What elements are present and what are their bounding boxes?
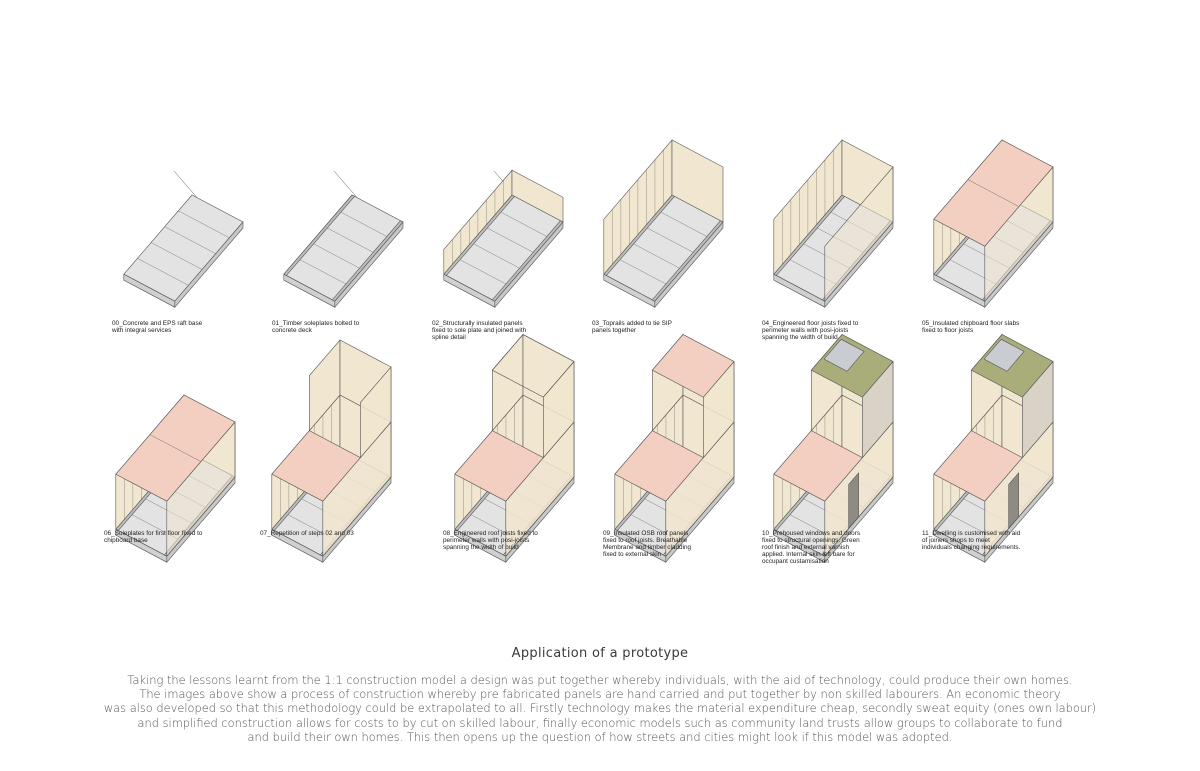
step-08-caption: 08_Engineered roof joists fixed to perimeter walls with posi-joists spanning the width of build [443, 530, 538, 551]
step-07-drawing [260, 380, 430, 530]
step-04-drawing [762, 170, 932, 320]
step-08 [443, 380, 613, 551]
step-00-drawing [112, 170, 282, 320]
step-11-drawing [922, 380, 1092, 530]
step-01-drawing [272, 170, 442, 320]
step-06-drawing [104, 380, 274, 530]
step-02 [432, 170, 602, 341]
paragraph-line: The images above show a process of construction whereby pre fabricated panels are hand carried and put together by non skilled labourers. An economic theory [139, 687, 1061, 702]
step-09-drawing [603, 380, 773, 530]
step-03 [592, 170, 762, 334]
step-02-drawing [432, 170, 602, 320]
paragraph-line: and build their own homes. This then opens up the question of how streets and cities might look if this model was adopted. [247, 729, 953, 744]
step-02-caption: 02_Structurally insulated panels fixed to sole plate and joined with spline detail [432, 320, 527, 341]
step-06-caption: 06_Soleplates for first floor fixed to chipboard base [104, 530, 203, 544]
step-03-drawing [592, 170, 762, 320]
description-paragraph [60, 673, 1140, 744]
step-09 [603, 380, 773, 558]
step-05-drawing [922, 170, 1092, 320]
step-07 [260, 380, 430, 537]
step-05 [922, 170, 1092, 334]
step-08-drawing [443, 380, 613, 530]
step-03-caption: 03_Toprails added to tie SIP panels together [592, 320, 672, 334]
step-00-caption: 00_Concrete and EPS raft base with integral services [112, 320, 203, 334]
paragraph-line: was also developed so that this methodology could be extrapolated to all. Firstly technology makes the material expenditure cheap, secondly sweat equity (ones own labour) [103, 701, 1097, 716]
step-09-caption: 09_Insulated OSB roof panels fixed to roof joists. Breathable Membrane and timber cladding fixed to external skin [603, 530, 692, 558]
step-04-caption: 04_Engineered floor joists fixed to perimeter walls with posi-joists spanning the width of build [762, 320, 859, 341]
step-10-drawing [762, 380, 932, 530]
axis-line [174, 171, 200, 201]
step-01 [272, 170, 442, 334]
axis-line [334, 171, 360, 201]
step-00 [112, 170, 282, 334]
step-05-caption: 05_Insulated chipboard floor slabs fixed to floor joists [922, 320, 1020, 334]
step-01-caption: 01_Timber soleplates bolted to concrete deck [272, 320, 360, 334]
step-06 [104, 380, 274, 544]
step-10 [762, 380, 932, 565]
step-10-caption: 10_Prehoused windows and doors fixed to structural openings. Green roof finish and external varnish applied. Internal skin left bare for occupant custamisation [762, 530, 861, 565]
step-11-caption: 11_Dwelling is customised with aid of joiners shops to meet individuals changing requirements. [922, 530, 1021, 551]
paragraph-line: and simplified construction allows for costs to by cut on skilled labour, finally economic models such as community land trusts allow groups to collaborate to fund [137, 715, 1063, 730]
paragraph-line: Taking the lessons learnt from the 1:1 construction model a design was put together whereby individuals, with the aid of technology, could produce their own homes. [127, 673, 1073, 687]
step-04 [762, 170, 932, 341]
step-07-caption: 07_Repetition of steps 02 and 03 [260, 530, 354, 537]
step-11 [922, 380, 1092, 551]
section-heading: Application of a prototype [511, 646, 689, 661]
